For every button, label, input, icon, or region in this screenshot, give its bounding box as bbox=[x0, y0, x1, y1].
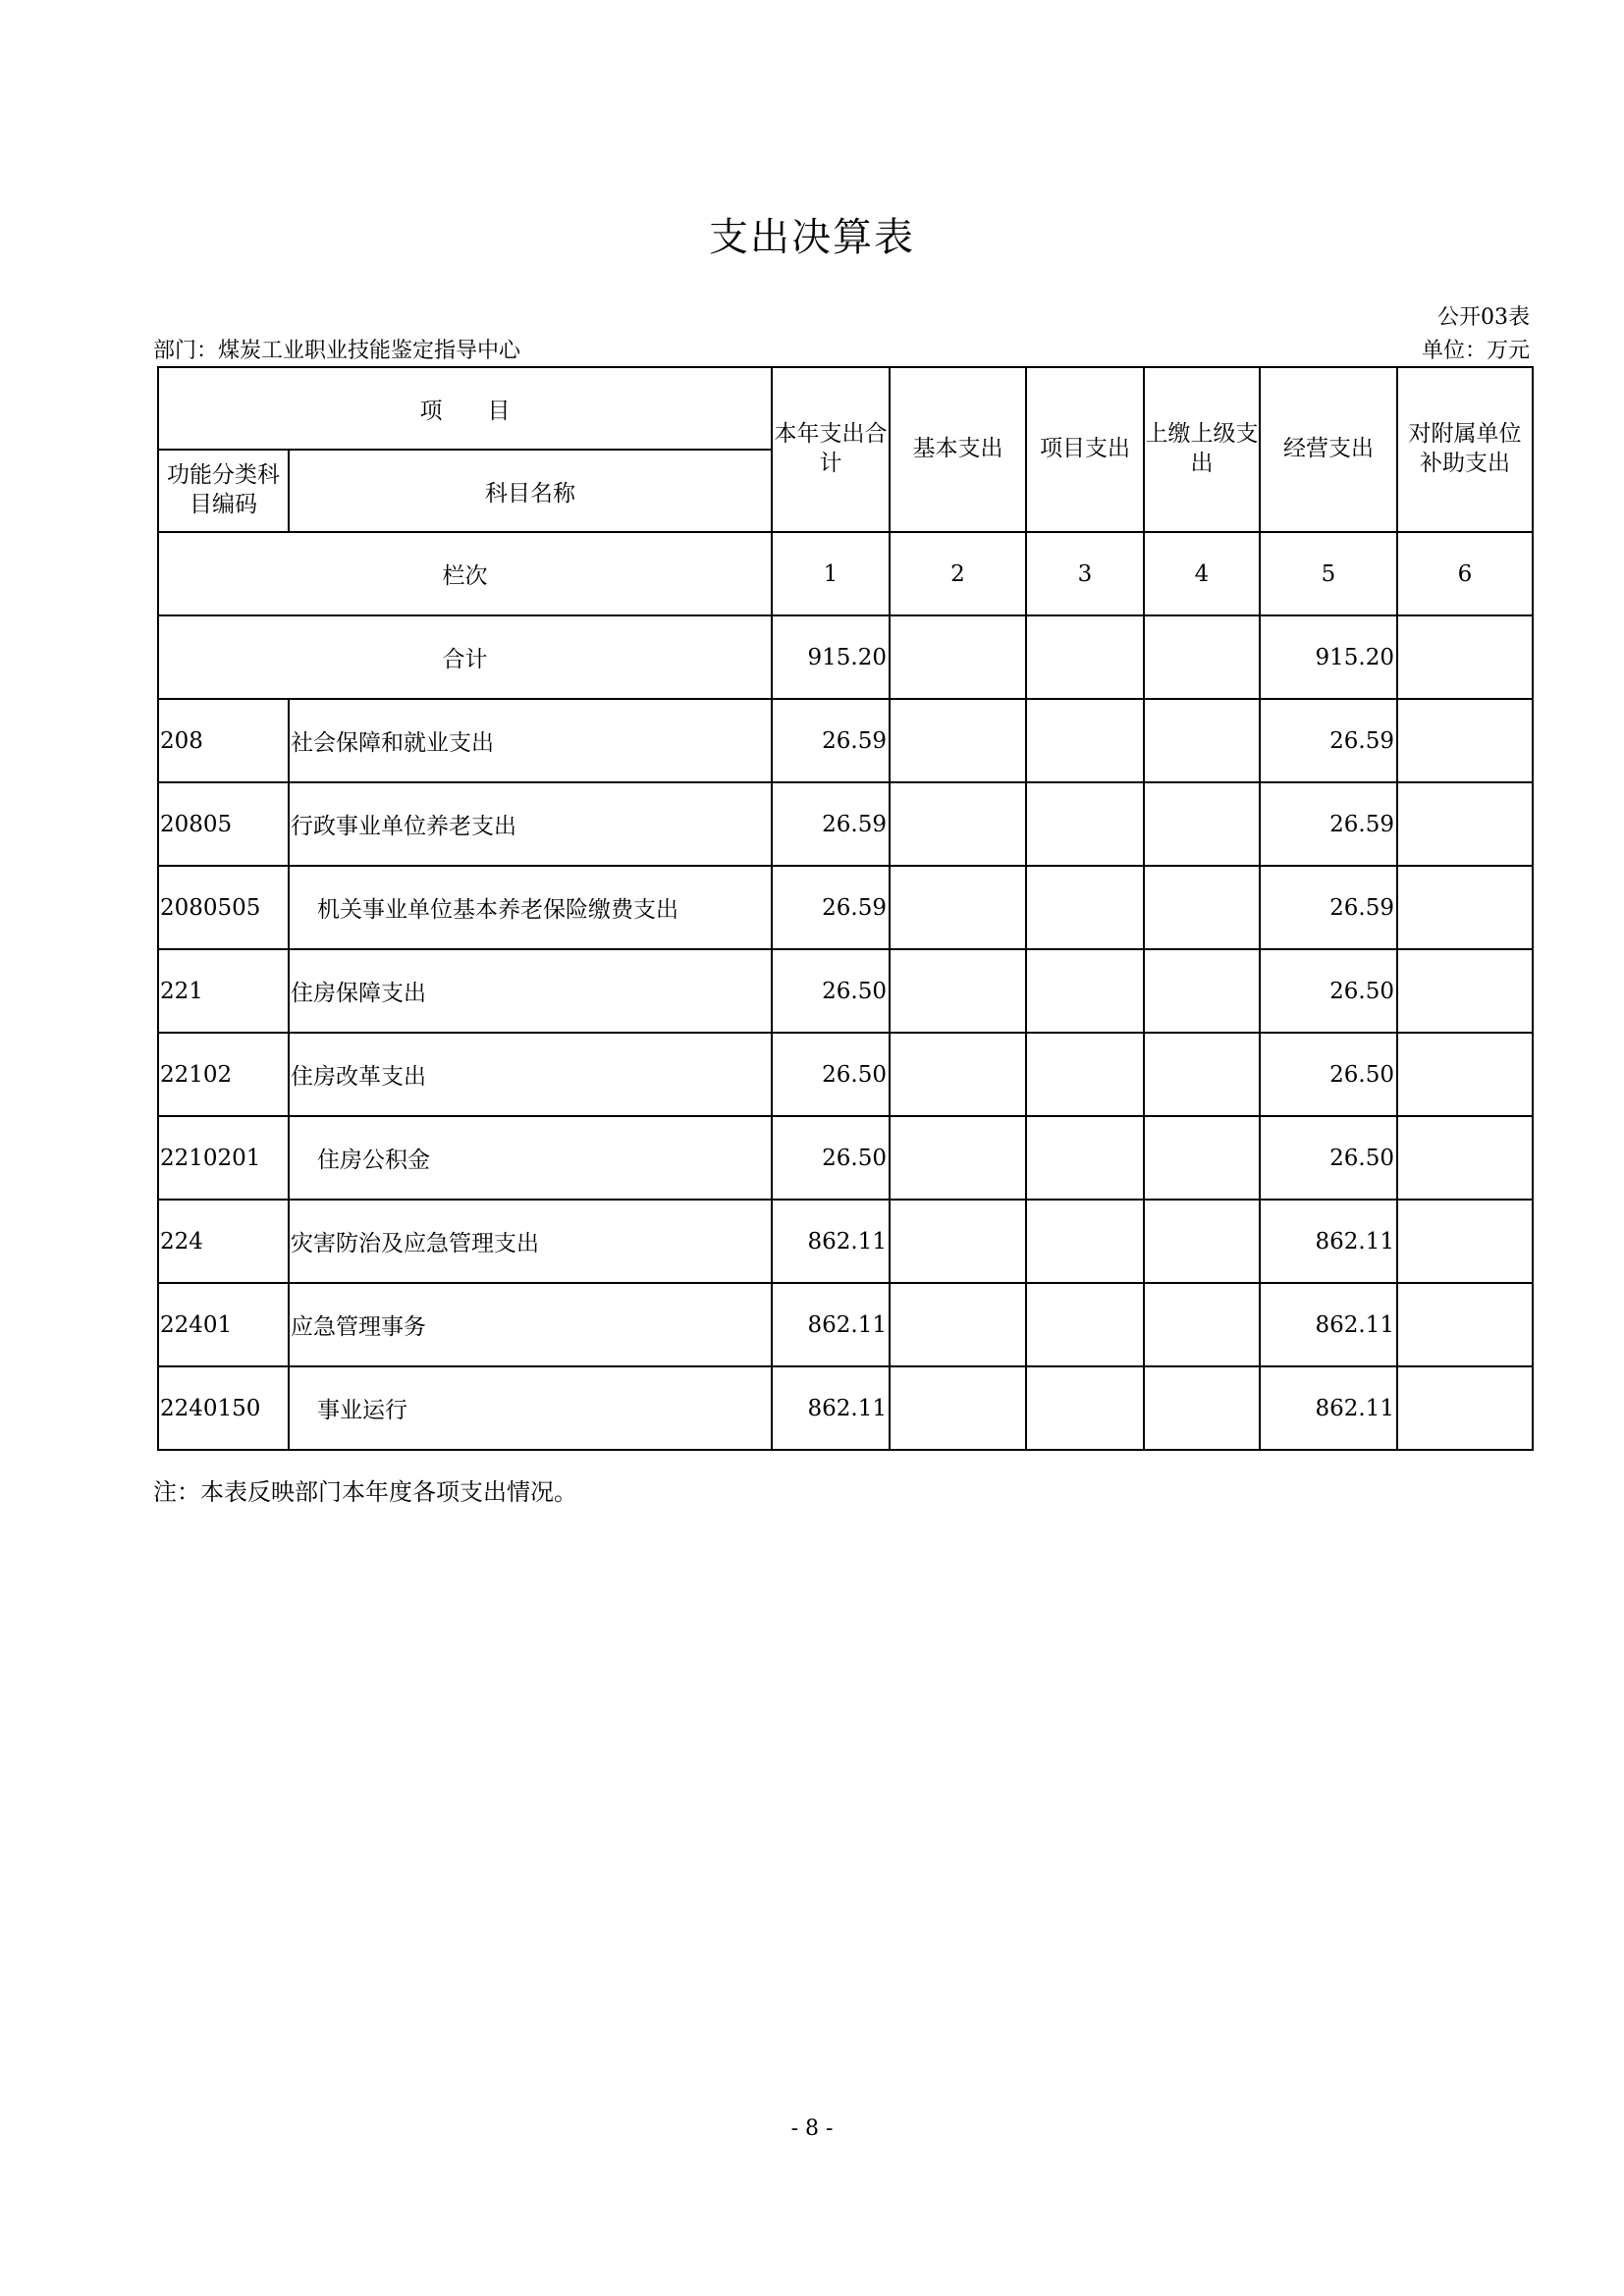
row-col1: 26.59 bbox=[772, 782, 890, 866]
row-col3 bbox=[1026, 949, 1144, 1033]
row-col5: 26.50 bbox=[1260, 949, 1397, 1033]
row-col3 bbox=[1026, 1283, 1144, 1366]
row-col4 bbox=[1144, 866, 1260, 949]
header-col4: 上缴上级支出 bbox=[1144, 367, 1260, 532]
row-name: 行政事业单位养老支出 bbox=[289, 782, 772, 866]
row-col2 bbox=[890, 866, 1026, 949]
row-col1: 26.59 bbox=[772, 699, 890, 782]
form-number: 公开03表 bbox=[1437, 305, 1530, 330]
row-code: 22102 bbox=[158, 1033, 289, 1116]
header-code: 功能分类科目编码 bbox=[158, 450, 289, 532]
page-number: - 8 - bbox=[790, 2116, 834, 2141]
row-name: 住房公积金 bbox=[289, 1116, 772, 1200]
header-col5: 经营支出 bbox=[1260, 367, 1397, 532]
row-col5: 26.59 bbox=[1260, 699, 1397, 782]
row-col6 bbox=[1397, 1366, 1533, 1450]
header-item: 项 目 bbox=[158, 367, 772, 450]
lanci-row bbox=[158, 532, 1533, 615]
unit-label: 单位：万元 bbox=[1421, 339, 1530, 363]
row-col5: 26.59 bbox=[1260, 866, 1397, 949]
row-col6 bbox=[1397, 866, 1533, 949]
row-col2 bbox=[890, 1033, 1026, 1116]
row-col4 bbox=[1144, 699, 1260, 782]
row-name: 事业运行 bbox=[289, 1366, 772, 1450]
row-code: 2210201 bbox=[158, 1116, 289, 1200]
expenditure-table bbox=[157, 366, 1534, 1451]
total-col3 bbox=[1026, 615, 1144, 699]
header-col2: 基本支出 bbox=[890, 367, 1026, 532]
total-label: 合计 bbox=[158, 615, 772, 699]
department-label: 部门：煤炭工业职业技能鉴定指导中心 bbox=[153, 339, 521, 363]
row-col1: 862.11 bbox=[772, 1200, 890, 1283]
row-col6 bbox=[1397, 1033, 1533, 1116]
header-col3: 项目支出 bbox=[1026, 367, 1144, 532]
row-col3 bbox=[1026, 1033, 1144, 1116]
row-col4 bbox=[1144, 1366, 1260, 1450]
row-name: 机关事业单位基本养老保险缴费支出 bbox=[289, 866, 772, 949]
table-row bbox=[158, 866, 1533, 949]
table-row bbox=[158, 1033, 1533, 1116]
total-col1: 915.20 bbox=[772, 615, 890, 699]
row-col6 bbox=[1397, 699, 1533, 782]
table-row bbox=[158, 782, 1533, 866]
header-name: 科目名称 bbox=[289, 450, 772, 532]
row-name: 社会保障和就业支出 bbox=[289, 699, 772, 782]
row-col1: 26.50 bbox=[772, 949, 890, 1033]
row-col2 bbox=[890, 1366, 1026, 1450]
row-col3 bbox=[1026, 1116, 1144, 1200]
row-col2 bbox=[890, 1283, 1026, 1366]
row-col2 bbox=[890, 949, 1026, 1033]
row-name: 应急管理事务 bbox=[289, 1283, 772, 1366]
row-col3 bbox=[1026, 1200, 1144, 1283]
header-col6: 对附属单位补助支出 bbox=[1397, 367, 1533, 532]
row-col4 bbox=[1144, 782, 1260, 866]
row-col6 bbox=[1397, 1283, 1533, 1366]
row-name: 住房改革支出 bbox=[289, 1033, 772, 1116]
lanci-4: 4 bbox=[1144, 532, 1260, 615]
total-col2 bbox=[890, 615, 1026, 699]
row-col2 bbox=[890, 782, 1026, 866]
row-col4 bbox=[1144, 1116, 1260, 1200]
row-col6 bbox=[1397, 949, 1533, 1033]
row-col2 bbox=[890, 699, 1026, 782]
row-code: 224 bbox=[158, 1200, 289, 1283]
row-code: 2240150 bbox=[158, 1366, 289, 1450]
table-row bbox=[158, 1200, 1533, 1283]
row-col5: 26.59 bbox=[1260, 782, 1397, 866]
row-name: 住房保障支出 bbox=[289, 949, 772, 1033]
table-row bbox=[158, 1116, 1533, 1200]
row-col3 bbox=[1026, 699, 1144, 782]
row-col6 bbox=[1397, 782, 1533, 866]
row-col5: 862.11 bbox=[1260, 1283, 1397, 1366]
lanci-1: 1 bbox=[772, 532, 890, 615]
row-col5: 26.50 bbox=[1260, 1116, 1397, 1200]
page-title: 支出决算表 bbox=[709, 215, 915, 260]
row-col1: 26.59 bbox=[772, 866, 890, 949]
row-col4 bbox=[1144, 1033, 1260, 1116]
row-col5: 26.50 bbox=[1260, 1033, 1397, 1116]
row-col1: 862.11 bbox=[772, 1283, 890, 1366]
row-col1: 26.50 bbox=[772, 1033, 890, 1116]
lanci-6: 6 bbox=[1397, 532, 1533, 615]
row-col3 bbox=[1026, 1366, 1144, 1450]
row-col2 bbox=[890, 1116, 1026, 1200]
row-col5: 862.11 bbox=[1260, 1366, 1397, 1450]
row-col5: 862.11 bbox=[1260, 1200, 1397, 1283]
row-code: 2080505 bbox=[158, 866, 289, 949]
table-row bbox=[158, 1366, 1533, 1450]
row-col4 bbox=[1144, 1283, 1260, 1366]
table-row bbox=[158, 949, 1533, 1033]
row-code: 221 bbox=[158, 949, 289, 1033]
table-row bbox=[158, 699, 1533, 782]
table-row bbox=[158, 1283, 1533, 1366]
row-col6 bbox=[1397, 1116, 1533, 1200]
row-col6 bbox=[1397, 1200, 1533, 1283]
row-code: 20805 bbox=[158, 782, 289, 866]
total-col4 bbox=[1144, 615, 1260, 699]
row-code: 208 bbox=[158, 699, 289, 782]
total-col5: 915.20 bbox=[1260, 615, 1397, 699]
row-col2 bbox=[890, 1200, 1026, 1283]
lanci-3: 3 bbox=[1026, 532, 1144, 615]
total-col6 bbox=[1397, 615, 1533, 699]
row-col1: 862.11 bbox=[772, 1366, 890, 1450]
row-col4 bbox=[1144, 1200, 1260, 1283]
total-row bbox=[158, 615, 1533, 699]
lanci-2: 2 bbox=[890, 532, 1026, 615]
row-col4 bbox=[1144, 949, 1260, 1033]
header-col1: 本年支出合计 bbox=[772, 367, 890, 532]
lanci-5: 5 bbox=[1260, 532, 1397, 615]
row-name: 灾害防治及应急管理支出 bbox=[289, 1200, 772, 1283]
table-note: 注：本表反映部门本年度各项支出情况。 bbox=[153, 1478, 577, 1506]
lanci-label: 栏次 bbox=[158, 532, 772, 615]
row-col3 bbox=[1026, 782, 1144, 866]
row-col1: 26.50 bbox=[772, 1116, 890, 1200]
row-col3 bbox=[1026, 866, 1144, 949]
row-code: 22401 bbox=[158, 1283, 289, 1366]
